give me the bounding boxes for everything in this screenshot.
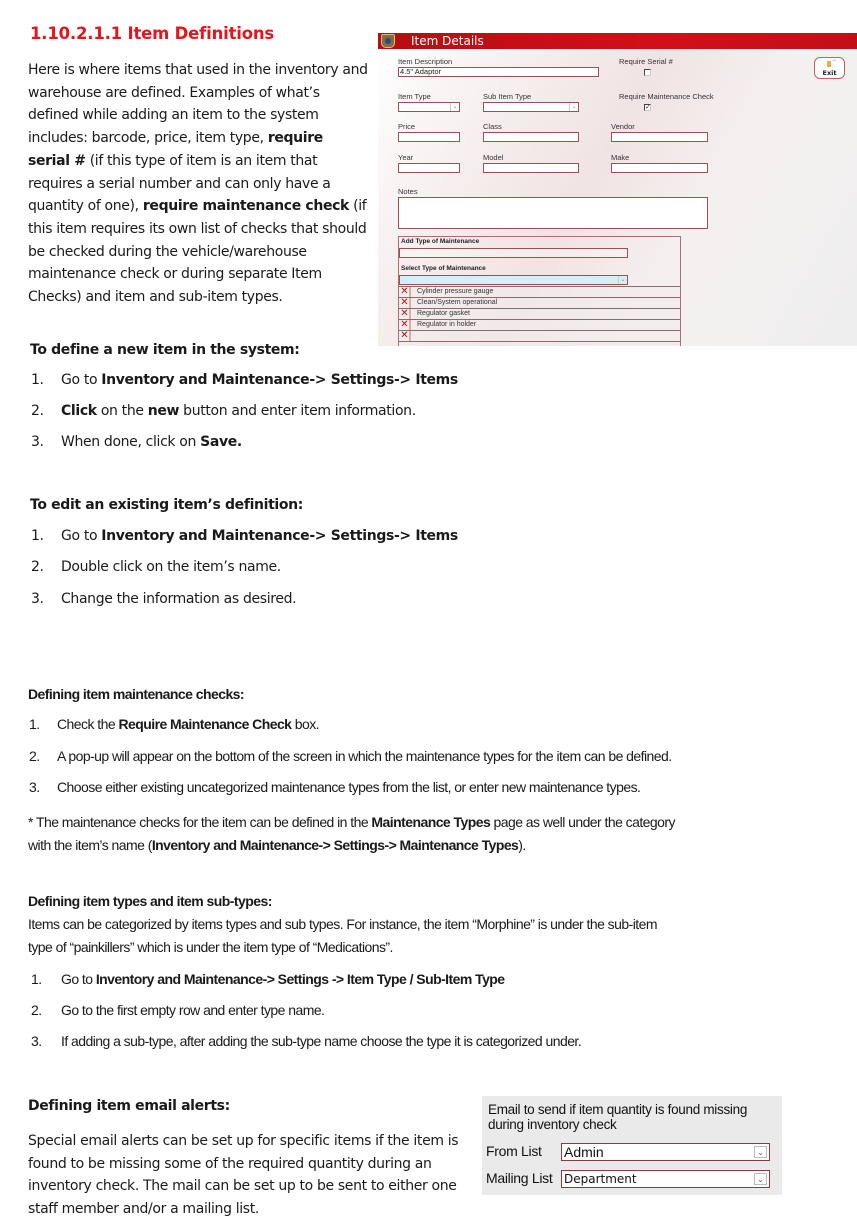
step-item bbox=[29, 716, 320, 732]
maintenance-row-empty bbox=[399, 330, 680, 341]
email-alert-settings-panel bbox=[482, 1096, 782, 1195]
delete-icon[interactable]: ✕ bbox=[400, 287, 411, 297]
department-logo-icon bbox=[381, 34, 395, 48]
year-input[interactable] bbox=[398, 163, 460, 173]
step-item bbox=[31, 1002, 325, 1018]
require-maintenance-label: Require Maintenance Check bbox=[619, 92, 714, 101]
window-titlebar bbox=[378, 33, 857, 49]
step-text: on the bbox=[96, 403, 148, 419]
email-alerts-description: Special email alerts can be set up for specific items if the item is found to be missing some of the required quantity during an inventory check. The mail can be set up to be sent to either one staff member and/or a mailing list. bbox=[28, 1133, 459, 1218]
step-text: Go to bbox=[61, 971, 96, 987]
step-text: If adding a sub-type, after adding the sub-type name choose the type it is categorized under. bbox=[61, 1033, 582, 1049]
step-number: 2. bbox=[31, 1002, 42, 1018]
mailing-list-select[interactable] bbox=[561, 1170, 770, 1188]
delete-icon[interactable]: ✕ bbox=[400, 309, 411, 319]
step-bold: new bbox=[147, 403, 180, 419]
step-text: button and enter item information. bbox=[179, 403, 416, 419]
add-maintenance-input[interactable] bbox=[399, 248, 628, 258]
require-serial-label: Require Serial # bbox=[619, 57, 673, 66]
note-text: ). bbox=[518, 836, 526, 853]
delete-icon[interactable]: ✕ bbox=[400, 331, 411, 341]
vendor-label: Vendor bbox=[611, 122, 635, 131]
step-number: 3. bbox=[31, 591, 44, 607]
intro-text-3: (if this item requires its own list of checks that should be checked during the vehicle/warehouse maintenance check or during separate Item Checks) and item and sub-item types. bbox=[28, 198, 367, 306]
maintenance-row-divider bbox=[399, 341, 680, 346]
maintenance-row-label: Regulator gasket bbox=[417, 310, 470, 317]
step-text: Check the bbox=[57, 716, 119, 732]
step-item bbox=[29, 748, 672, 764]
maintenance-row-label: Clean/System operational bbox=[417, 299, 498, 306]
note-bold: Inventory and Maintenance-> Settings-> Maintenance Types bbox=[151, 836, 519, 853]
step-item bbox=[29, 779, 641, 795]
new-item-steps bbox=[31, 372, 591, 462]
step-text: A pop-up will appear on the bottom of the screen in which the maintenance types for the item can be defined. bbox=[57, 748, 672, 764]
chevron-down-icon: ⌄ bbox=[618, 276, 627, 284]
select-maintenance-dropdown[interactable] bbox=[399, 275, 628, 285]
section-heading: 1.10.2.1.1 Item Definitions bbox=[30, 24, 275, 43]
make-label: Make bbox=[611, 153, 630, 162]
sub-item-type-select[interactable] bbox=[483, 102, 579, 112]
item-types-heading: Defining item types and item sub-types: bbox=[28, 893, 272, 909]
note-bold: Maintenance Types bbox=[371, 814, 491, 830]
step-number: 1. bbox=[31, 528, 44, 544]
maintenance-row-label: Regulator in holder bbox=[417, 321, 477, 328]
step-text: Change the information as desired. bbox=[61, 591, 297, 607]
edit-item-heading: To edit an existing item’s definition: bbox=[30, 497, 304, 513]
maintenance-row-label: Cylinder pressure gauge bbox=[417, 288, 494, 295]
step-text: Go to bbox=[61, 528, 102, 544]
item-description-label: Item Description bbox=[398, 57, 453, 66]
from-list-select[interactable] bbox=[561, 1143, 770, 1161]
step-item bbox=[31, 1033, 582, 1049]
price-label: Price bbox=[398, 122, 416, 131]
step-number: 1. bbox=[31, 971, 42, 987]
from-list-value: Admin bbox=[564, 1144, 604, 1160]
step-number: 2. bbox=[31, 403, 44, 419]
new-item-heading: To define a new item in the system: bbox=[30, 342, 300, 358]
step-bold: Inventory and Maintenance-> Settings-> Items bbox=[101, 372, 458, 388]
intro-text-1: Here is where items that used in the inventory and warehouse are defined. Examples of what’s defined while adding an item to the system includes: barcode, price, item type, bbox=[28, 62, 368, 147]
add-maintenance-label: Add Type of Maintenance bbox=[401, 238, 480, 245]
edit-item-steps bbox=[31, 528, 591, 618]
class-input[interactable] bbox=[483, 132, 579, 142]
make-input[interactable] bbox=[611, 163, 708, 173]
item-types-steps bbox=[31, 971, 831, 1061]
maintenance-row bbox=[399, 308, 680, 319]
intro-bold-serial: require serial # bbox=[28, 130, 323, 169]
sub-item-type-label: Sub Item Type bbox=[483, 92, 532, 101]
maintenance-types-popup bbox=[398, 236, 681, 346]
window-title: Item Details bbox=[411, 34, 484, 48]
select-maintenance-label: Select Type of Maintenance bbox=[401, 265, 486, 272]
step-number: 3. bbox=[29, 779, 40, 795]
step-number: 2. bbox=[29, 748, 40, 764]
maintenance-row bbox=[399, 286, 680, 297]
item-description-input[interactable]: 4.5" Adaptor bbox=[398, 67, 599, 77]
step-number: 3. bbox=[31, 1033, 42, 1049]
exit-button[interactable] bbox=[814, 57, 845, 79]
note-text: * The maintenance checks for the item can be defined in the bbox=[28, 814, 372, 830]
step-text: Go to the first empty row and enter type name. bbox=[61, 1002, 325, 1018]
maintenance-note bbox=[28, 811, 696, 856]
item-type-label: Item Type bbox=[398, 92, 431, 101]
notes-textarea[interactable] bbox=[398, 197, 708, 229]
require-maintenance-checkbox[interactable]: ✓ bbox=[645, 104, 651, 111]
item-details-window bbox=[378, 33, 857, 346]
model-input[interactable] bbox=[483, 163, 579, 173]
email-alert-caption: Email to send if item quantity is found missing during inventory check bbox=[488, 1102, 748, 1132]
year-label: Year bbox=[398, 153, 414, 162]
chevron-down-icon: ⌄ bbox=[754, 1173, 767, 1185]
step-number: 1. bbox=[29, 716, 40, 732]
from-list-label: From List bbox=[486, 1143, 542, 1159]
intro-text-2: (if this type of item is an item that requires a serial number and can only have a quantity of one), bbox=[28, 152, 331, 215]
chevron-down-icon: ⌄ bbox=[754, 1146, 767, 1158]
step-number: 2. bbox=[31, 559, 44, 575]
step-bold: Inventory and Maintenance-> Settings -> Item Type / Sub-Item Type bbox=[95, 971, 505, 987]
class-label: Class bbox=[483, 122, 502, 131]
step-bold: Inventory and Maintenance-> Settings-> Items bbox=[101, 528, 458, 544]
intro-paragraph bbox=[28, 59, 368, 309]
item-types-description: Items can be categorized by items types and sub types. For instance, the item “Morphine” is under the sub-item type of “painkillers” which is under the item type of “Medications”. bbox=[28, 916, 657, 955]
maintenance-row bbox=[399, 297, 680, 308]
delete-icon[interactable]: ✕ bbox=[400, 320, 411, 330]
chevron-down-icon: ⌄ bbox=[450, 103, 459, 111]
step-text: Choose either existing uncategorized maintenance types from the list, or enter new maintenance types. bbox=[57, 779, 641, 795]
step-bold: Click bbox=[61, 403, 97, 419]
step-bold: Require Maintenance Check bbox=[118, 716, 292, 732]
maintenance-row bbox=[399, 319, 680, 330]
model-label: Model bbox=[483, 153, 504, 162]
notes-label: Notes bbox=[398, 187, 418, 196]
step-text: Double click on the item’s name. bbox=[61, 559, 281, 575]
chevron-down-icon: ⌄ bbox=[569, 103, 578, 111]
exit-label: Exit bbox=[822, 69, 837, 77]
step-item bbox=[31, 971, 505, 987]
step-bold: Save. bbox=[200, 434, 242, 450]
price-input[interactable] bbox=[398, 132, 460, 142]
step-number: 1. bbox=[31, 372, 44, 388]
step-number: 3. bbox=[31, 434, 44, 450]
mailing-list-label: Mailing List bbox=[486, 1170, 553, 1186]
maintenance-checks-heading: Defining item maintenance checks: bbox=[28, 686, 245, 702]
step-text: box. bbox=[291, 716, 320, 732]
note-text: page as well under the category with the item’s name ( bbox=[28, 814, 675, 853]
require-serial-checkbox[interactable] bbox=[644, 69, 651, 76]
delete-icon[interactable]: ✕ bbox=[400, 298, 411, 308]
mailing-list-value: Department bbox=[564, 1172, 637, 1186]
maintenance-checks-steps bbox=[29, 716, 829, 806]
item-type-select[interactable] bbox=[398, 102, 460, 112]
exit-door-icon bbox=[827, 61, 831, 67]
intro-bold-maintenance: require maintenance check bbox=[142, 198, 349, 215]
step-text: When done, click on bbox=[61, 434, 201, 450]
vendor-input[interactable] bbox=[611, 132, 708, 142]
step-text: Go to bbox=[61, 372, 102, 388]
email-alerts-heading: Defining item email alerts: bbox=[28, 1098, 230, 1114]
